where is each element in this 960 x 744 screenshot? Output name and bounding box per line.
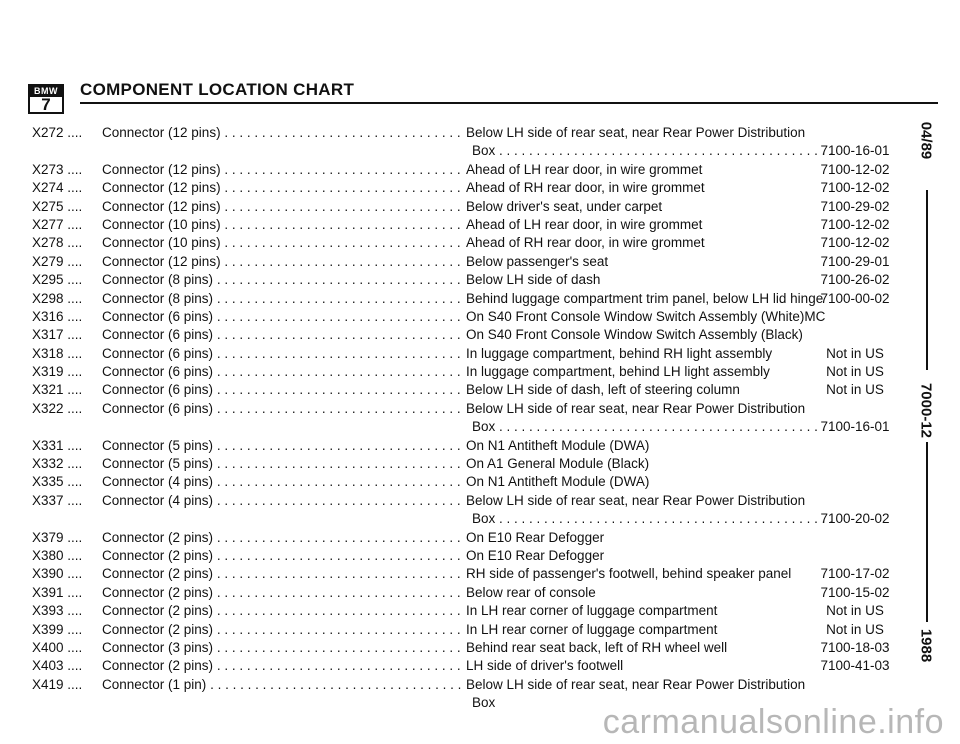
row-location-line1: Ahead of LH rear door, in wire grommet (466, 161, 703, 177)
row-code: X399 .... (32, 621, 83, 637)
row-reference: 7100-29-02 (820, 198, 890, 214)
table-row (32, 253, 900, 271)
row-reference: 7100-15-02 (820, 584, 890, 600)
row-description: Connector (2 pins) . . . (102, 621, 462, 639)
row-reference: 7100-17-02 (820, 566, 890, 582)
row-location-line1: Below rear of console (466, 584, 596, 600)
row-description: Connector (6 pins) . . . (102, 326, 462, 344)
row-description: Connector (5 pins) . . . (102, 437, 462, 455)
row-code: X390 .... (32, 566, 83, 582)
side-section: 7000-12 (917, 382, 935, 439)
row-description: Connector (12 pins) . . . (102, 124, 462, 142)
side-date: 04/89 (917, 121, 935, 160)
row-reference: 7100-29-01 (820, 253, 890, 269)
row-description: Connector (5 pins) . . . (102, 455, 462, 473)
row-description: Connector (2 pins) . . . (102, 547, 462, 565)
row-description: Connector (3 pins) . . . (102, 639, 462, 657)
side-rule-top (926, 190, 928, 250)
row-description: Connector (8 pins) . . . (102, 271, 462, 289)
row-code: X317 .... (32, 327, 83, 343)
row-code: X277 .... (32, 216, 83, 232)
row-description: Connector (2 pins) . . . (102, 602, 462, 620)
row-description: Connector (12 pins) . . . (102, 179, 462, 197)
table-row (32, 308, 900, 326)
row-location-line1: In LH rear corner of luggage compartment (466, 603, 718, 619)
row-location-line1: Below LH side of dash (466, 272, 601, 288)
row-location-line2: Box . . . (466, 510, 832, 528)
row-location-line1: Below passenger's seat (466, 253, 609, 269)
table-row (32, 657, 900, 675)
row-reference: Not in US (826, 603, 884, 619)
row-description: Connector (4 pins) . . . (102, 473, 462, 491)
row-description: Connector (6 pins) . . . (102, 345, 462, 363)
row-reference: 7100-41-03 (820, 658, 890, 674)
row-location-line1: Below driver's seat, under carpet (466, 198, 663, 214)
table-row (32, 602, 900, 620)
row-location-line1: On A1 General Module (Black) (466, 456, 650, 472)
row-code: X273 .... (32, 161, 83, 177)
row-location-line1: On S40 Front Console Window Switch Assembly (Black) (466, 327, 803, 343)
row-reference: 7100-16-01 (820, 143, 890, 159)
row-reference: Not in US (826, 382, 884, 398)
row-description: Connector (4 pins) . . . (102, 492, 462, 510)
row-reference: Not in US (826, 621, 884, 637)
row-code: X275 .... (32, 198, 83, 214)
row-location-line1: Ahead of RH rear door, in wire grommet (466, 180, 705, 196)
row-location-line1: Behind luggage compartment trim panel, below LH lid hinge (466, 290, 824, 306)
row-location-line1: On S40 Front Console Window Switch Assembly (White)MC (466, 308, 826, 324)
row-code: X272 .... (32, 125, 83, 140)
row-location-line1: On E10 Rear Defogger (466, 529, 605, 545)
table-row (32, 198, 900, 216)
row-description: Connector (6 pins) . . . (102, 381, 462, 399)
table-row (32, 492, 900, 529)
table-row (32, 455, 900, 473)
row-location-line1: Below LH side of dash, left of steering column (466, 382, 740, 398)
row-location-line1: Below LH side of rear seat, near Rear Power Distribution (466, 125, 806, 140)
side-rule-mid (926, 250, 928, 370)
row-location-line1: Below LH side of rear seat, near Rear Power Distribution (466, 676, 806, 692)
row-description: Connector (2 pins) . . . (102, 657, 462, 675)
row-code: X393 .... (32, 603, 83, 619)
table-row (32, 529, 900, 547)
row-location-line1: In LH rear corner of luggage compartment (466, 621, 718, 637)
row-reference: 7100-18-03 (820, 639, 890, 655)
row-location-line2: Box . . . (466, 418, 832, 436)
table-row (32, 124, 900, 161)
row-description: Connector (2 pins) . . . (102, 529, 462, 547)
row-description: Connector (6 pins) . . . (102, 308, 462, 326)
row-code: X319 .... (32, 364, 83, 380)
row-description: Connector (6 pins) . . . (102, 400, 462, 418)
table-row (32, 179, 900, 197)
row-description: Connector (1 pin) . . . (102, 676, 462, 694)
component-table (32, 124, 900, 713)
table-row (32, 290, 900, 308)
row-code: X331 .... (32, 437, 83, 453)
row-code: X279 .... (32, 253, 83, 269)
table-row (32, 473, 900, 491)
row-location-line2: Box (472, 695, 496, 711)
row-location-line1: In luggage compartment, behind RH light assembly (466, 345, 773, 361)
row-code: X379 .... (32, 529, 83, 545)
row-location-line1: RH side of passenger's footwell, behind speaker panel (466, 566, 792, 582)
row-code: X298 .... (32, 290, 83, 306)
page-header (28, 80, 928, 120)
row-code: X274 .... (32, 180, 83, 196)
row-location-line1: On N1 Antitheft Module (DWA) (466, 474, 650, 490)
row-location-line1: LH side of driver's footwell (466, 658, 624, 674)
row-reference: 7100-00-02 (820, 290, 890, 306)
table-row (32, 363, 900, 381)
row-code: X316 .... (32, 308, 83, 324)
row-code: X337 .... (32, 492, 83, 508)
row-description: Connector (2 pins) . . . (102, 565, 462, 583)
row-description: Connector (12 pins) . . . (102, 253, 462, 271)
row-reference: 7100-26-02 (820, 272, 890, 288)
row-reference: Not in US (826, 345, 884, 361)
row-reference: 7100-12-02 (820, 180, 890, 196)
row-code: X318 .... (32, 345, 83, 361)
table-row (32, 437, 900, 455)
row-reference: 7100-20-02 (820, 511, 890, 527)
row-reference: 7100-12-02 (820, 161, 890, 177)
row-code: X332 .... (32, 456, 83, 472)
logo-number: 7 (41, 95, 51, 114)
table-row (32, 565, 900, 583)
table-row (32, 547, 900, 565)
table-row (32, 639, 900, 657)
row-description: Connector (2 pins) . . . (102, 584, 462, 602)
row-location-line1: Below LH side of rear seat, near Rear Power Distribution (466, 492, 806, 508)
row-location-line1: Ahead of RH rear door, in wire grommet (466, 235, 705, 251)
table-row (32, 234, 900, 252)
row-location (466, 326, 906, 344)
table-row (32, 621, 900, 639)
row-location (466, 455, 906, 473)
row-location (466, 437, 906, 455)
row-code: X403 .... (32, 658, 83, 674)
row-location (466, 473, 906, 491)
watermark: carmanualsonline.info (602, 703, 944, 741)
table-row (32, 216, 900, 234)
bmw-logo (28, 84, 64, 114)
row-description: Connector (10 pins) . . . (102, 234, 462, 252)
row-location (466, 308, 906, 326)
row-location-line1: Behind rear seat back, left of RH wheel well (466, 639, 728, 655)
row-location (466, 529, 906, 547)
table-row (32, 271, 900, 289)
table-row (32, 326, 900, 344)
row-description: Connector (12 pins) . . . (102, 198, 462, 216)
table-row (32, 345, 900, 363)
row-reference: 7100-16-01 (820, 419, 890, 435)
page-title: COMPONENT LOCATION CHART (80, 80, 355, 99)
row-location-line2: Box . . . (466, 142, 832, 160)
table-row (32, 584, 900, 602)
row-location-line1: In luggage compartment, behind LH light assembly (466, 364, 770, 380)
row-location-line1: On N1 Antitheft Module (DWA) (466, 437, 650, 453)
row-reference: 7100-12-02 (820, 235, 890, 251)
row-reference: Not in US (826, 364, 884, 380)
row-code: X400 .... (32, 639, 83, 655)
row-code: X391 .... (32, 584, 83, 600)
table-row (32, 381, 900, 399)
row-reference: 7100-12-02 (820, 216, 890, 232)
row-location (466, 547, 906, 565)
row-description: Connector (12 pins) . . . (102, 161, 462, 179)
logo-brand: BMW (30, 86, 62, 97)
table-row (32, 161, 900, 179)
row-code: X321 .... (32, 382, 83, 398)
row-code: X295 .... (32, 272, 83, 288)
row-code: X380 .... (32, 548, 83, 564)
table-row (32, 400, 900, 437)
row-description: Connector (6 pins) . . . (102, 363, 462, 381)
row-location-line1: On E10 Rear Defogger (466, 548, 605, 564)
row-description: Connector (10 pins) . . . (102, 216, 462, 234)
side-rule-lower (926, 442, 928, 622)
title-rule (80, 102, 938, 104)
row-location-line1: Ahead of LH rear door, in wire grommet (466, 216, 703, 232)
row-code: X278 .... (32, 235, 83, 251)
side-margin (916, 72, 938, 672)
row-code: X322 .... (32, 400, 83, 416)
row-location-line1: Below LH side of rear seat, near Rear Power Distribution (466, 400, 806, 416)
row-code: X419 .... (32, 676, 83, 692)
side-year: 1988 (917, 628, 935, 663)
row-code: X335 .... (32, 474, 83, 490)
row-description: Connector (8 pins) . . . (102, 290, 462, 308)
